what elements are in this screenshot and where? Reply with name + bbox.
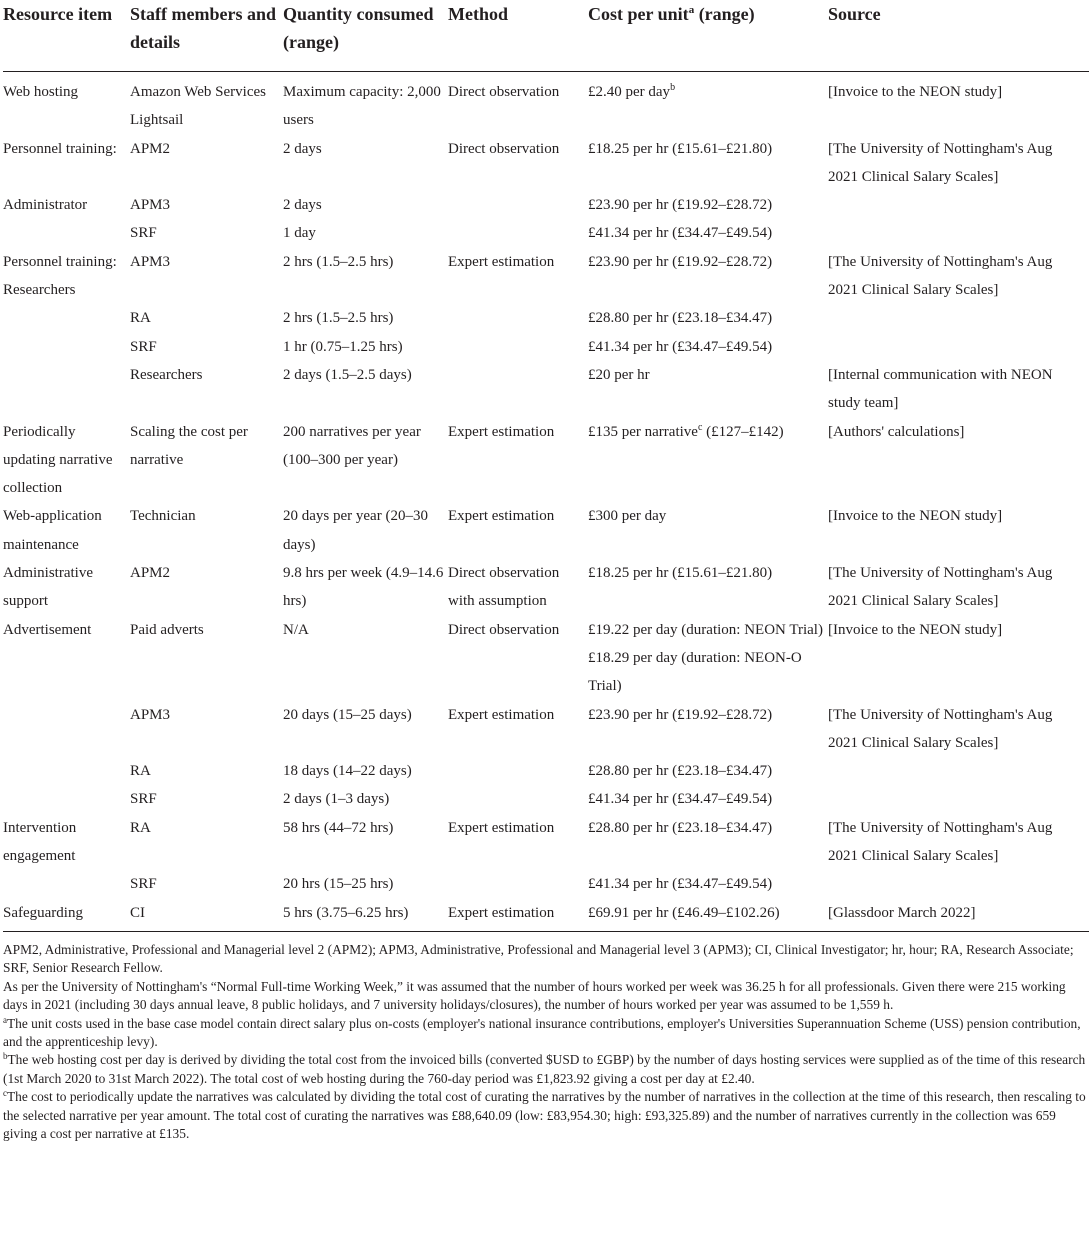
cell-method	[448, 361, 588, 418]
cost-value: £18.25 per hr (£15.61–£21.80)	[588, 565, 773, 582]
table-row	[3, 135, 1089, 192]
cell-source	[828, 757, 1089, 785]
cost-value: £300 per day	[588, 508, 667, 525]
cell-staff: RA	[130, 310, 151, 327]
cell-staff: Paid adverts	[130, 621, 204, 638]
cost-value: £69.91 per hr (£46.49–£102.26)	[588, 904, 780, 921]
cell-staff: SRF	[130, 225, 157, 242]
cell-source	[828, 191, 1089, 219]
cell-source: [Invoice to the NEON study]	[828, 84, 1003, 100]
cell-method	[448, 191, 588, 219]
cell-quantity: 20 days (15–25 days)	[283, 706, 412, 723]
cell-resource-item: Web-application maintenance	[3, 508, 102, 553]
cell-quantity: 5 hrs (3.75–6.25 hrs)	[283, 899, 448, 932]
header-staff: Staff members and details	[130, 0, 283, 72]
cost-value-second: £18.29 per day (duration: NEON-O Trial)	[588, 649, 802, 695]
cost-value: £23.90 per hr (£19.92–£28.72)	[588, 253, 773, 270]
header-source: Source	[828, 0, 1089, 72]
cell-cost	[588, 502, 828, 559]
cell-method: Expert estimation	[448, 423, 555, 440]
cell-staff: APM3	[130, 706, 171, 723]
cell-staff: Scaling the cost per narrative	[130, 423, 248, 468]
cell-quantity: 18 days (14–22 days)	[283, 763, 412, 780]
cell-resource-item: Safeguarding	[3, 899, 130, 932]
cell-cost	[588, 559, 828, 616]
cell-cost	[588, 248, 828, 305]
footnote-marker: a	[688, 4, 695, 16]
cell-cost	[588, 785, 828, 813]
footnote-c-text: The cost to periodically update the narratives was calculated by dividing the total cost of curating the narratives by the number of narratives in the collection at the time of this research, then rescaling to the selected narrative per year amount. The total cost of curating the narratives was £88,640.09 (low: £83,954.30; high: £93,325.89) and the number of narratives currently in the collection was 659 giving a cost per narrative at £135.	[3, 1089, 1086, 1141]
table-row	[3, 361, 1089, 418]
cell-staff: RA	[130, 763, 151, 780]
cell-source	[828, 304, 1089, 332]
cell-staff: APM3	[130, 197, 171, 214]
table-row	[3, 701, 1089, 758]
cell-source: [The University of Nottingham's Aug 2021 Clinical Salary Scales]	[828, 253, 1053, 299]
cell-method	[448, 219, 588, 247]
cell-staff: APM2	[130, 565, 171, 582]
header-resource-item: Resource item	[3, 0, 130, 72]
cell-cost	[588, 191, 828, 219]
cell-cost	[588, 899, 828, 932]
cell-resource-item	[3, 870, 130, 898]
cell-resource-item	[3, 333, 130, 361]
cell-source: [Internal communication with NEON study team]	[828, 366, 1053, 412]
cell-source: [Glassdoor March 2022]	[828, 899, 1089, 932]
cost-value: £23.90 per hr (£19.92–£28.72)	[588, 706, 773, 723]
cost-value: £20 per hr	[588, 366, 650, 383]
header-row	[3, 0, 1089, 72]
cell-staff: SRF	[130, 876, 157, 893]
cell-method: Direct observation	[448, 621, 560, 638]
cell-source: [Invoice to the NEON study]	[828, 621, 1003, 638]
footnote-a	[3, 1015, 1086, 1052]
cell-source	[828, 785, 1089, 813]
cell-source	[828, 333, 1089, 361]
cell-cost	[588, 814, 828, 871]
cell-staff: Researchers	[130, 366, 203, 383]
cell-method: Direct observation	[448, 84, 560, 100]
cell-resource-item: Intervention engagement	[3, 819, 77, 865]
table-row	[3, 304, 1089, 332]
cell-method	[448, 870, 588, 898]
cell-staff: SRF	[130, 791, 157, 808]
cell-cost	[588, 616, 828, 701]
table-row	[3, 870, 1089, 898]
cell-quantity: 2 hrs (1.5–2.5 hrs)	[283, 310, 394, 327]
cell-source: [The University of Nottingham's Aug 2021 Clinical Salary Scales]	[828, 140, 1053, 185]
cost-value: £23.90 per hr (£19.92–£28.72)	[588, 197, 773, 214]
cell-staff: Amazon Web Services Lightsail	[130, 84, 266, 129]
footnote-marker: b	[670, 82, 676, 93]
footnote-marker: a	[3, 1014, 7, 1025]
cost-value: £41.34 per hr (£34.47–£49.54)	[588, 338, 773, 355]
cell-method: Expert estimation	[448, 899, 588, 932]
cell-cost	[588, 418, 828, 503]
cell-resource-item: Web hosting	[3, 84, 79, 100]
cell-cost	[588, 701, 828, 758]
table-row	[3, 814, 1089, 871]
table-row	[3, 559, 1089, 616]
cell-method	[448, 757, 588, 785]
cell-cost	[588, 304, 828, 332]
cost-value: £18.25 per hr (£15.61–£21.80)	[588, 140, 773, 157]
cell-quantity: Maximum capacity: 2,000 users	[283, 84, 441, 129]
table-body	[3, 72, 1089, 932]
cell-cost	[588, 361, 828, 418]
cost-value: £2.40 per day	[588, 84, 671, 100]
cell-resource-item: Administrative support	[3, 565, 93, 610]
cell-staff: RA	[130, 819, 151, 836]
table-row	[3, 219, 1089, 247]
cell-resource-item	[3, 219, 130, 247]
footnote-b	[3, 1051, 1086, 1088]
cell-quantity: 20 days per year (20–30 days)	[283, 508, 428, 553]
cell-resource-item	[3, 785, 130, 813]
cost-value: £28.80 per hr (£23.18–£34.47)	[588, 819, 773, 836]
footnote-b-text: The web hosting cost per day is derived by dividing the total cost from the invoiced bills (converted $USD to £GBP) by the number of days hosting services were supplied as of the time of this research (1st March 2020 to 31st March 2022). The total cost of web hosting during the 760-day period was £1,823.92 giving a cost per day at £2.40.	[3, 1052, 1086, 1086]
cell-method	[448, 333, 588, 361]
cell-quantity: 1 hr (0.75–1.25 hrs)	[283, 338, 403, 355]
cell-cost	[588, 219, 828, 247]
table-footnotes	[3, 932, 1089, 1143]
header-cost-label: Cost per unit	[588, 4, 689, 24]
table-row	[3, 899, 1089, 932]
cell-quantity: 2 days	[283, 197, 322, 214]
cell-quantity: 2 days (1–3 days)	[283, 791, 390, 808]
footnote-working-week: As per the University of Nottingham's “Normal Full-time Working Week,” it was assumed that the number of hours worked per week was 36.25 h for all professionals. Given there were 215 working days in 2021 (including 30 days annual leave, 8 public holidays, and 7 university holidays/closures), the number of hours worked per year was assumed to be 1,559 h.	[3, 978, 1066, 1013]
cost-table	[3, 0, 1089, 932]
cell-resource-item: Periodically updating narrative collection	[3, 423, 113, 497]
cell-quantity: 2 hrs (1.5–2.5 hrs)	[283, 253, 394, 270]
cell-cost	[588, 72, 828, 135]
header-method: Method	[448, 0, 588, 72]
cell-staff: SRF	[130, 338, 157, 355]
footnote-c	[3, 1088, 1086, 1143]
cost-value: £135 per narrative	[588, 423, 698, 440]
cell-staff: Technician	[130, 508, 196, 525]
table-row	[3, 333, 1089, 361]
table-row	[3, 757, 1089, 785]
cell-cost	[588, 333, 828, 361]
table-row	[3, 502, 1089, 559]
cost-value: £41.34 per hr (£34.47–£49.54)	[588, 876, 773, 893]
table-row	[3, 248, 1089, 305]
cost-value: £28.80 per hr (£23.18–£34.47)	[588, 763, 773, 780]
cost-range: (£127–£142)	[702, 423, 784, 440]
cell-cost	[588, 757, 828, 785]
cell-source: [Invoice to the NEON study]	[828, 508, 1003, 525]
cell-resource-item	[3, 361, 130, 418]
cell-quantity: 2 days	[283, 140, 322, 157]
table-header	[3, 0, 1089, 72]
header-cost	[588, 0, 828, 72]
cell-quantity: 2 days (1.5–2.5 days)	[283, 366, 412, 383]
cell-resource-item: Personnel training:	[3, 140, 117, 157]
cost-value: £41.34 per hr (£34.47–£49.54)	[588, 791, 773, 808]
cell-cost	[588, 135, 828, 192]
cell-quantity: 9.8 hrs per week (4.9–14.6 hrs)	[283, 565, 444, 610]
footnote-marker: b	[3, 1051, 8, 1062]
header-quantity: Quantity consumed (range)	[283, 0, 448, 72]
cell-resource-item	[3, 757, 130, 785]
cell-quantity: 200 narratives per year (100–300 per year)	[283, 423, 421, 468]
cell-method	[448, 304, 588, 332]
footnote-marker: c	[697, 421, 703, 433]
cell-source: [Authors' calculations]	[828, 423, 965, 440]
cell-method	[448, 785, 588, 813]
cell-source: [The University of Nottingham's Aug 2021 Clinical Salary Scales]	[828, 706, 1053, 751]
cell-method: Direct observation with assumption	[448, 565, 560, 610]
cell-method: Direct observation	[448, 140, 560, 157]
cell-source	[828, 219, 1089, 247]
footnote-abbreviations: APM2, Administrative, Professional and Managerial level 2 (APM2); APM3, Administrative, Professional and Managerial level 3 (APM3); CI, Clinical Investigator; hr, hour; RA, Research Associate; SRF, Senior Research Fellow.	[3, 941, 1074, 976]
cell-quantity: 20 hrs (15–25 hrs)	[283, 876, 394, 893]
footnote-marker: c	[3, 1088, 7, 1099]
cost-value: £19.22 per day (duration: NEON Trial)	[588, 621, 823, 638]
cost-value: £28.80 per hr (£23.18–£34.47)	[588, 310, 773, 327]
cell-quantity: N/A	[283, 621, 309, 638]
table-row	[3, 72, 1089, 135]
cell-method: Expert estimation	[448, 819, 555, 836]
cell-source: [The University of Nottingham's Aug 2021 Clinical Salary Scales]	[828, 565, 1053, 610]
header-cost-range: (range)	[694, 4, 755, 24]
cell-cost	[588, 870, 828, 898]
cell-staff: APM2	[130, 140, 171, 157]
table-row	[3, 418, 1089, 503]
cell-staff: APM3	[130, 253, 171, 270]
cell-resource-item: Administrator	[3, 197, 88, 214]
cell-source	[828, 870, 1089, 898]
cell-source: [The University of Nottingham's Aug 2021 Clinical Salary Scales]	[828, 819, 1053, 865]
cell-resource-item: Advertisement	[3, 621, 92, 638]
cell-resource-item: Personnel training: Researchers	[3, 253, 117, 299]
table-row	[3, 785, 1089, 813]
cell-method: Expert estimation	[448, 253, 555, 270]
table-row	[3, 191, 1089, 219]
footnote-a-text: The unit costs used in the base case model contain direct salary plus on-costs (employer's national insurance contributions, employer's Universities Superannuation Scheme (USS) pension contribution, and the apprenticeship levy).	[3, 1015, 1081, 1049]
cell-staff: CI	[130, 899, 283, 932]
cost-value: £41.34 per hr (£34.47–£49.54)	[588, 225, 773, 242]
cell-method: Expert estimation	[448, 508, 555, 525]
cell-resource-item	[3, 304, 130, 332]
cell-resource-item	[3, 701, 130, 758]
table-row	[3, 616, 1089, 701]
cell-quantity: 1 day	[283, 225, 316, 242]
cell-method: Expert estimation	[448, 706, 555, 723]
cell-quantity: 58 hrs (44–72 hrs)	[283, 819, 394, 836]
